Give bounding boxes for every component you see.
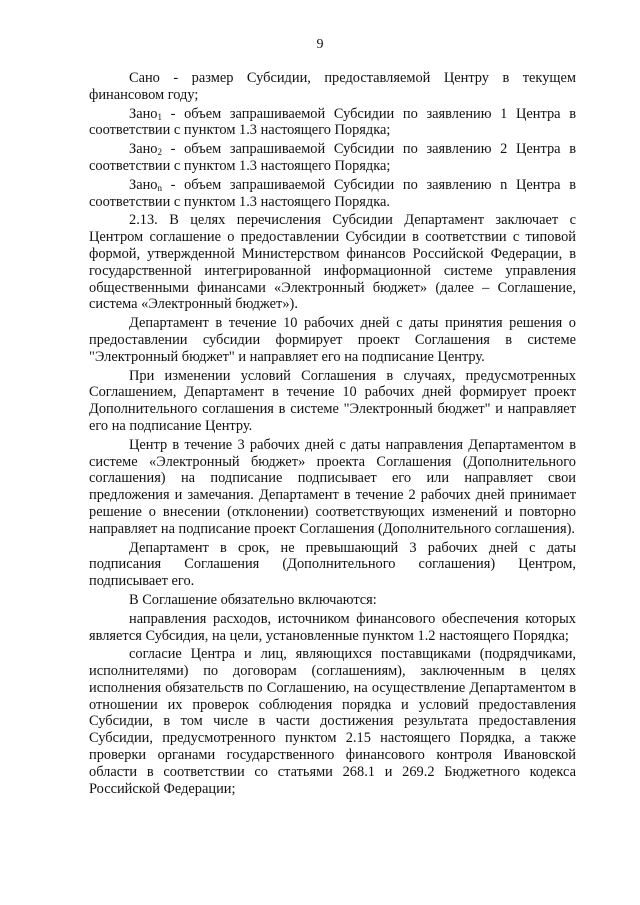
paragraph-zano-2: Зано$_2$ - объем запрашиваемой Субсидии по заявлению 2 Центра в соответствии с пунктом 1.3 настоящего Порядка; (89, 141, 576, 174)
page-number: 9 (316, 37, 324, 52)
paragraph-zano-n: Зано$_n$ - объем запрашиваемой Субсидии по заявлению n Центра в соответствии с пунктом 1.3 настоящего Порядка. (89, 176, 576, 210)
paragraph-center-signing: Центр в течение 3 рабочих дней с даты направления Департаментом в системе «Электронный бюджет» проекта Соглашения (Дополнительного соглашения) на подписание подписывает его или направляет свои предложения и замечания. Департамент в течение 2 рабочих дней принимает решение о внесении (отклонении) соответствующих изменений и повторно направляет на подписание проект Соглашения (Дополнительного соглашения). (89, 436, 576, 537)
paragraph-expense-directions: направления расходов, источником финансового обеспечения которых является Субсидия, на цели, установленные пунктом 1.2 настоящего Порядка; (89, 610, 576, 644)
paragraph-agreement-changes: При изменении условий Соглашения в случаях, предусмотренных Соглашением, Департамент в течение 10 рабочих дней формирует проект Дополнительного соглашения в системе "Электронный бюджет" и направляет его на подписание Центру. (89, 367, 576, 434)
paragraph-department-signing: Департамент в срок, не превышающий 3 рабочих дней с даты подписания Соглашения (Дополнительного соглашения) Центром, подписывает его. (89, 539, 576, 590)
paragraph-sano: Сано - размер Субсидии, предоставляемой Центру в текущем финансовом году; (89, 70, 576, 103)
paragraph-2-13: 2.13. В целях перечисления Субсидии Департамент заключает с Центром соглашение о предоставлении Субсидии в соответствии с типовой формой, утвержденной Министерством финансов Российской Федерации, в государственной интегрированной информационной системе управления общественными финансами «Электронный бюджет» (далее – Соглашение, система «Электронный бюджет»). (89, 212, 576, 313)
document-body (89, 70, 576, 797)
paragraph-agreement-includes: В Соглашение обязательно включаются: (129, 591, 377, 608)
paragraph-agreement-draft: Департамент в течение 10 рабочих дней с даты принятия решения о предоставлении субсидии формирует проект Соглашения в системе "Электронный бюджет" и направляет его на подписание Центру. (89, 315, 576, 365)
paragraph-zano-1: Зано$_1$ - объем запрашиваемой Субсидии по заявлению 1 Центра в соответствии с пунктом 1.3 настоящего Порядка; (89, 105, 576, 139)
paragraph-consent: согласие Центра и лиц, являющихся поставщиками (подрядчиками, исполнителями) по договорам (соглашениям), заключенным в целях исполнения обязательств по Соглашению, на осуществление Департаментом в отношении их проверок соблюдения порядка и условий предоставления Субсидии, в том числе в части достижения результата предоставления Субсидии, предусмотренного пунктом 2.15 настоящего Порядка, а также проверки органами государственного финансового контроля Ивановской области в соответствии со статьями 268.1 и 269.2 Бюджетного кодекса Российской Федерации; (89, 646, 576, 797)
